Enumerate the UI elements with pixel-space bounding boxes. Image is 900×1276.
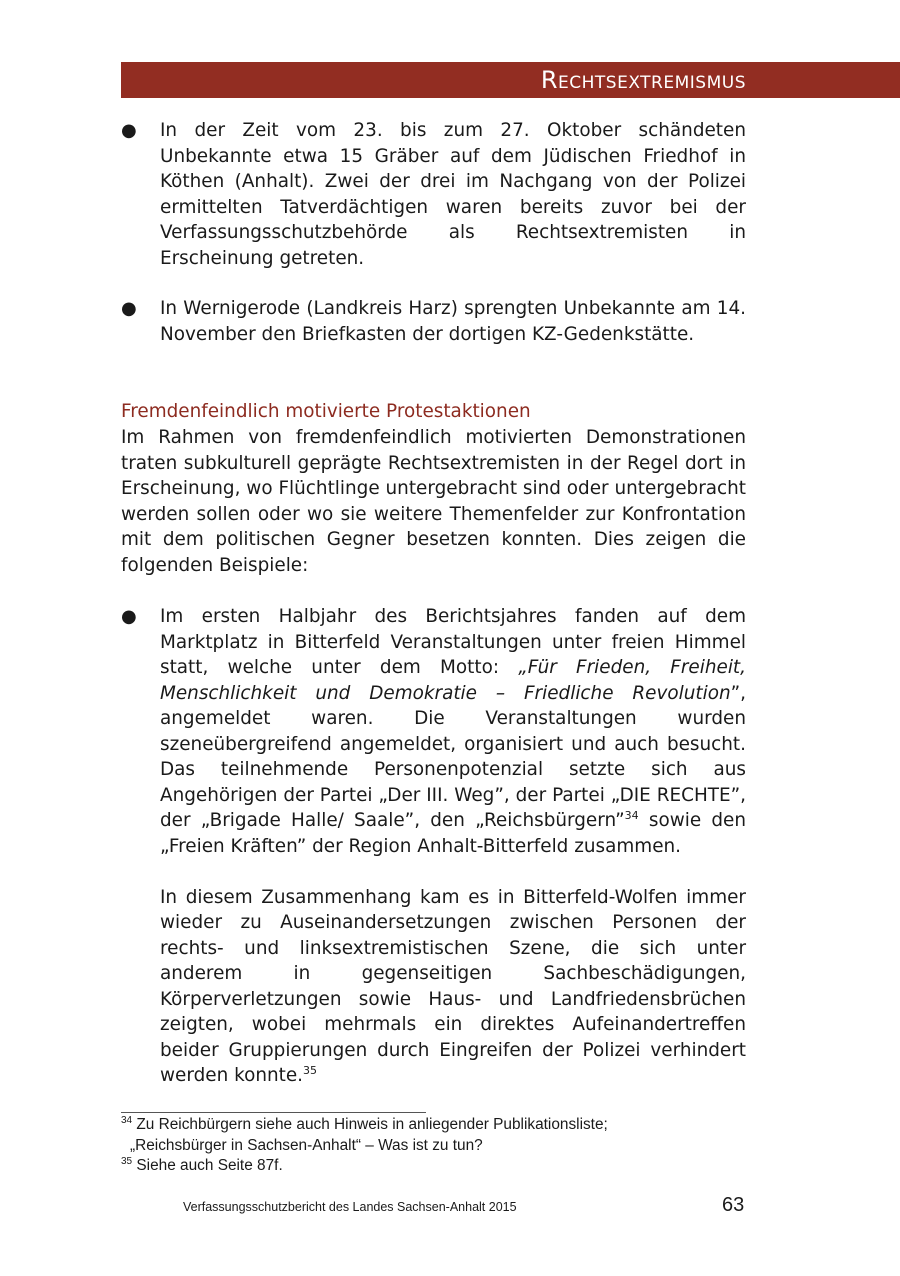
bullet-icon: ●: [121, 120, 137, 141]
section-intro-paragraph: Im Rahmen von fremdenfeindlich motivierten Demonstrationen traten subkulturell geprägte Rechtsextremisten in der Regel dort in Erscheinung, wo Flüchtlinge untergebracht sind oder untergebracht werden sollen oder wo sie weitere Themenfelder zur Konfrontation mit dem politischen Gegner besetzen konnten. Dies zeigen die folgenden Beispiele:: [121, 427, 746, 576]
bullet-icon: ●: [121, 606, 137, 627]
motto-text: „Für Frieden, Freiheit, Menschlichkeit und Demokratie – Friedliche Revolution: [160, 657, 746, 704]
footnote-34: $^{34}$ Zu Reichbürgern siehe auch Hinweis in anliegender Publikationsliste;: [121, 1114, 608, 1133]
page-number: 63: [722, 1194, 745, 1216]
bullet-item-wernigerode: [121, 296, 746, 347]
section-header-banner: [121, 62, 900, 98]
bullet-paragraph-1: Im ersten Halbjahr des Berichtsjahres fanden auf dem Marktplatz in Bitterfeld Veranstaltungen unter freien Himmel statt, welche unter dem Motto: „Für Frieden, Freiheit, Menschlichkeit und Demokratie – Friedliche Revolution”, angemeldet waren. Die Veranstaltungen wurden szeneübergreifend angemeldet, organisiert und auch besucht. Das teilnehmende Personenpotenzial setzte sich aus Angehörigen der Partei „Der III. Weg”, der Partei „DIE RECHTE”, der „Brigade Halle/ Saale”, den „Reichsbürgern”$^{34}$ sowie den „Freien Kräften” der Region Anhalt-Bitterfeld zusammen.: [160, 606, 747, 857]
footnote-divider: [121, 1112, 426, 1113]
footnote-ref-34[interactable]: 34: [624, 808, 639, 822]
bullet-text: In der Zeit vom 23. bis zum 27. Oktober schändeten Unbekannte etwa 15 Gräber auf dem Jüdischen Friedhof in Köthen (Anhalt). Zwei der drei im Nachgang von der Polizei ermittelten Tatverdächtigen waren bereits zuvor bei der Verfassungsschutzbehörde als Rechtsextremisten in Erscheinung getreten.: [160, 120, 746, 269]
footer-publication-title: Verfassungsschutzbericht des Landes Sachsen-Anhalt 2015: [183, 1200, 517, 1214]
bullet-item-desecration: [121, 118, 746, 271]
footnote-ref-35[interactable]: 35: [303, 1063, 318, 1077]
bullet-text: In Wernigerode (Landkreis Harz) sprengten Unbekannte am 14. November den Briefkasten der dortigen KZ-Gedenkstätte.: [160, 298, 746, 345]
bullet-item-bitterfeld: [121, 604, 746, 1089]
footnote-34-continuation: „Reichsbürger in Sachsen-Anhalt“ – Was ist zu tun?: [130, 1136, 483, 1154]
section-heading: Fremdenfeindlich motivierte Protestaktionen: [121, 401, 531, 422]
footnote-35: $^{35}$ Siehe auch Seite 87f.: [121, 1155, 283, 1174]
bullet-paragraph-2: In diesem Zusammenhang kam es in Bitterfeld-Wolfen immer wieder zu Auseinandersetzungen zwischen Personen der rechts- und linksextremistischen Szene, die sich unter anderem in gegenseitigen Sachbeschädigungen, Körperverletzungen sowie Haus- und Landfriedensbrüchen zeigten, wobei mehrmals ein direktes Aufeinandertreffen beider Gruppierungen durch Eingreifen der Polizei verhindert werden konnte.$^{35}$: [160, 886, 746, 1086]
footnotes: [121, 1115, 608, 1177]
section-title: Rechtsextremismus: [540, 66, 746, 94]
bullet-icon: ●: [121, 298, 137, 319]
